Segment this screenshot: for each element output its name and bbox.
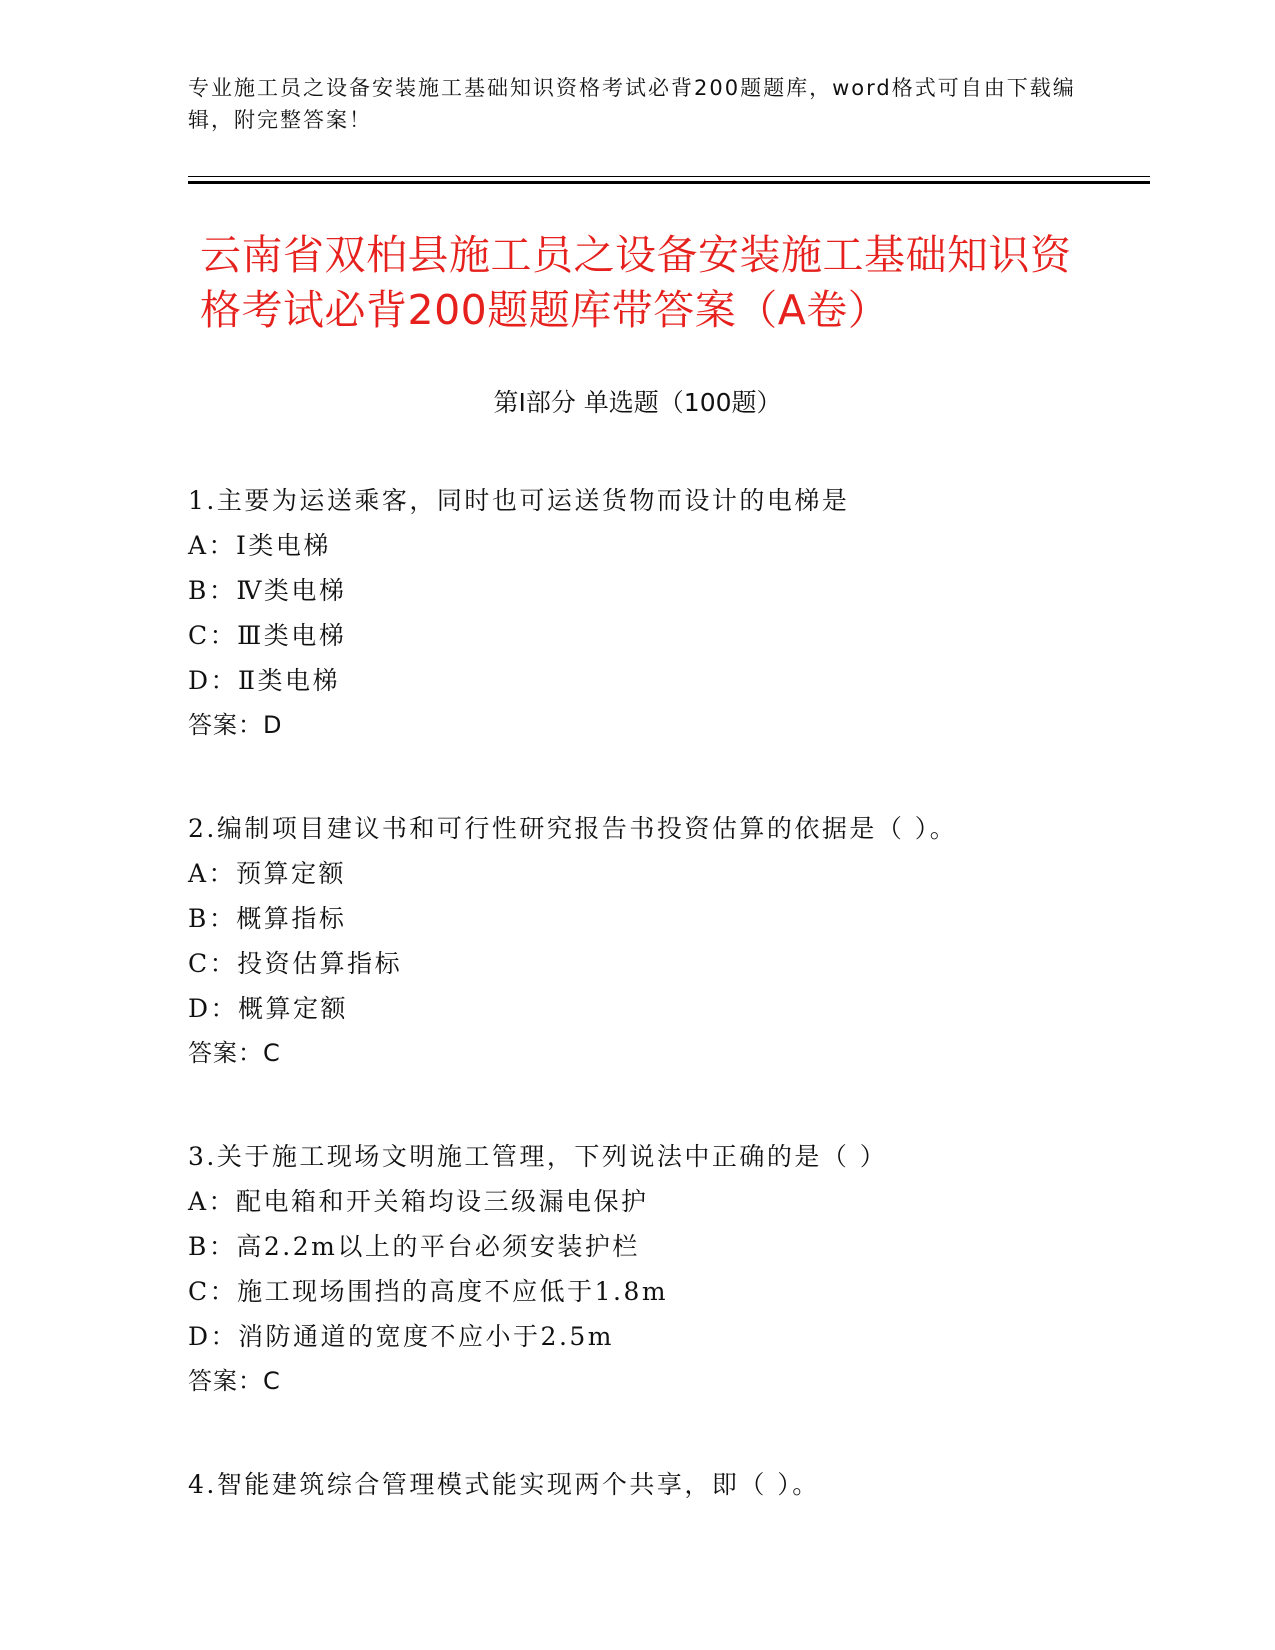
option-c: C：Ⅲ类电梯 (188, 621, 347, 650)
question-list (188, 478, 1148, 1565)
question-item (188, 1134, 1148, 1404)
option-b: B：Ⅳ类电梯 (188, 576, 347, 605)
option-a: A：预算定额 (188, 859, 347, 888)
question-stem: 3.关于施工现场文明施工管理，下列说法中正确的是（ ） (188, 1142, 888, 1171)
option-b: B：高2.2m以上的平台必须安装护栏 (188, 1232, 640, 1261)
header-divider-thin (188, 176, 1150, 177)
question-stem: 1.主要为运送乘客，同时也可运送货物而设计的电梯是 (188, 486, 850, 515)
option-d: D：概算定额 (188, 994, 349, 1023)
document-title: 云南省双柏县施工员之设备安装施工基础知识资格考试必背200题题库带答案（A卷） (200, 231, 1072, 334)
question-item (188, 1462, 1148, 1507)
option-a: A：配电箱和开关箱均设三级漏电保护 (188, 1187, 649, 1216)
option-c: C：施工现场围挡的高度不应低于1.8m (188, 1277, 669, 1306)
answer-text: 答案：D (188, 711, 283, 739)
question-item (188, 478, 1148, 748)
header-note: 专业施工员之设备安装施工基础知识资格考试必背200题题库，word格式可自由下载编辑，附完整答案！ (188, 76, 1076, 132)
section-heading: 第Ⅰ部分 单选题（100题） (493, 388, 782, 417)
option-b: B：概算指标 (188, 904, 347, 933)
option-a: A：Ⅰ类电梯 (188, 531, 331, 560)
option-d: D：消防通道的宽度不应小于2.5m (188, 1322, 615, 1351)
answer-text: 答案：C (188, 1039, 281, 1067)
question-item (188, 806, 1148, 1076)
question-stem: 2.编制项目建议书和可行性研究报告书投资估算的依据是（ ）。 (188, 814, 958, 843)
answer-text: 答案：C (188, 1367, 281, 1395)
header-divider-thick (188, 181, 1150, 184)
question-stem: 4.智能建筑综合管理模式能实现两个共享，即（ ）。 (188, 1470, 820, 1499)
option-c: C：投资估算指标 (188, 949, 403, 978)
option-d: D：Ⅱ类电梯 (188, 666, 341, 695)
